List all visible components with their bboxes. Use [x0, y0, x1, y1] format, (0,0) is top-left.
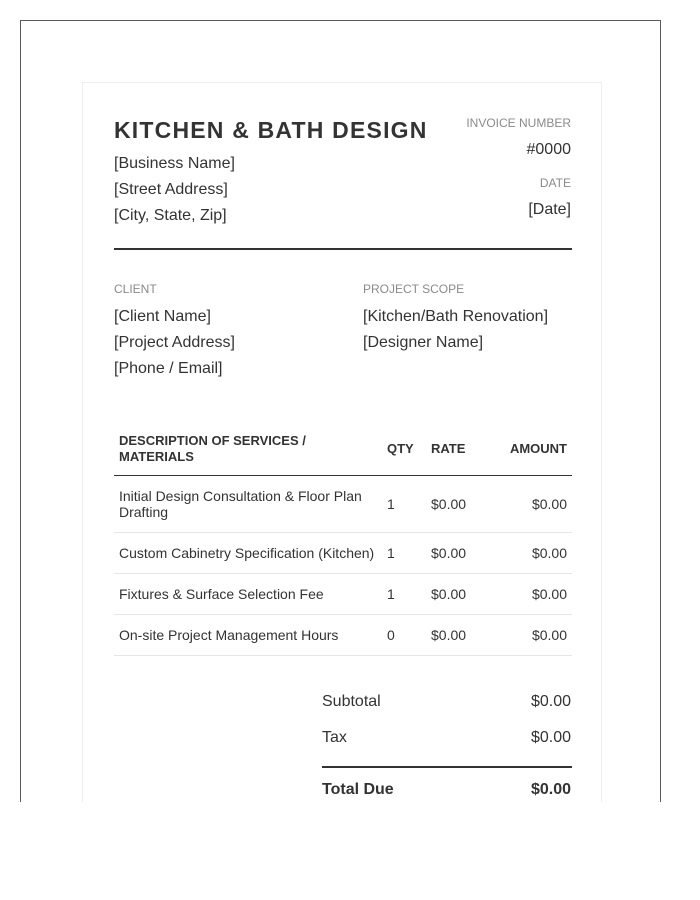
invoice-number-label: INVOICE NUMBER [466, 116, 571, 130]
services-table [114, 423, 572, 656]
city-state-zip: [City, State, Zip] [114, 207, 227, 224]
client-project-address: [Project Address] [114, 334, 235, 351]
document-page [20, 20, 661, 802]
header-divider [114, 248, 572, 250]
totals-divider [322, 766, 572, 768]
row-qty: 1 [382, 476, 426, 533]
project-type: [Kitchen/Bath Renovation] [363, 308, 549, 325]
row-amount: $0.00 [488, 476, 572, 533]
column-header-rate: RATE [426, 423, 488, 476]
column-header-description: DESCRIPTION OF SERVICES / MATERIALS [114, 423, 382, 476]
table-row [114, 533, 572, 574]
client-name: [Client Name] [114, 308, 211, 325]
table-row [114, 615, 572, 656]
subtotal-value: $0.00 [530, 693, 571, 710]
row-rate: $0.00 [426, 574, 488, 615]
client-contact: [Phone / Email] [114, 360, 223, 377]
designer-name: [Designer Name] [363, 334, 484, 351]
row-description: Initial Design Consultation & Floor Plan Drafting [114, 476, 382, 533]
date-value: [Date] [528, 201, 571, 218]
column-header-amount: AMOUNT [488, 423, 572, 476]
row-rate: $0.00 [426, 615, 488, 656]
row-description: Fixtures & Surface Selection Fee [114, 574, 382, 615]
business-name: [Business Name] [114, 155, 235, 172]
project-scope-label: PROJECT SCOPE [363, 282, 465, 296]
total-due-label: Total Due [322, 781, 394, 798]
row-description: Custom Cabinetry Specification (Kitchen) [114, 533, 382, 574]
street-address: [Street Address] [114, 181, 228, 198]
invoice-number-value: #0000 [526, 141, 571, 158]
row-rate: $0.00 [426, 476, 488, 533]
total-due-value: $0.00 [530, 781, 571, 798]
row-amount: $0.00 [488, 615, 572, 656]
table-row [114, 476, 572, 533]
tax-value: $0.00 [530, 729, 571, 746]
row-amount: $0.00 [488, 533, 572, 574]
row-qty: 0 [382, 615, 426, 656]
row-description: On-site Project Management Hours [114, 615, 382, 656]
row-qty: 1 [382, 533, 426, 574]
row-amount: $0.00 [488, 574, 572, 615]
client-label: CLIENT [114, 282, 157, 296]
tax-label: Tax [322, 729, 347, 746]
table-row [114, 574, 572, 615]
row-qty: 1 [382, 574, 426, 615]
invoice-sheet [82, 82, 602, 802]
date-label: DATE [539, 176, 571, 190]
table-header-row [114, 423, 572, 476]
column-header-qty: QTY [382, 423, 426, 476]
row-rate: $0.00 [426, 533, 488, 574]
company-name: KITCHEN & BATH DESIGN [114, 117, 428, 143]
subtotal-label: Subtotal [322, 693, 381, 710]
